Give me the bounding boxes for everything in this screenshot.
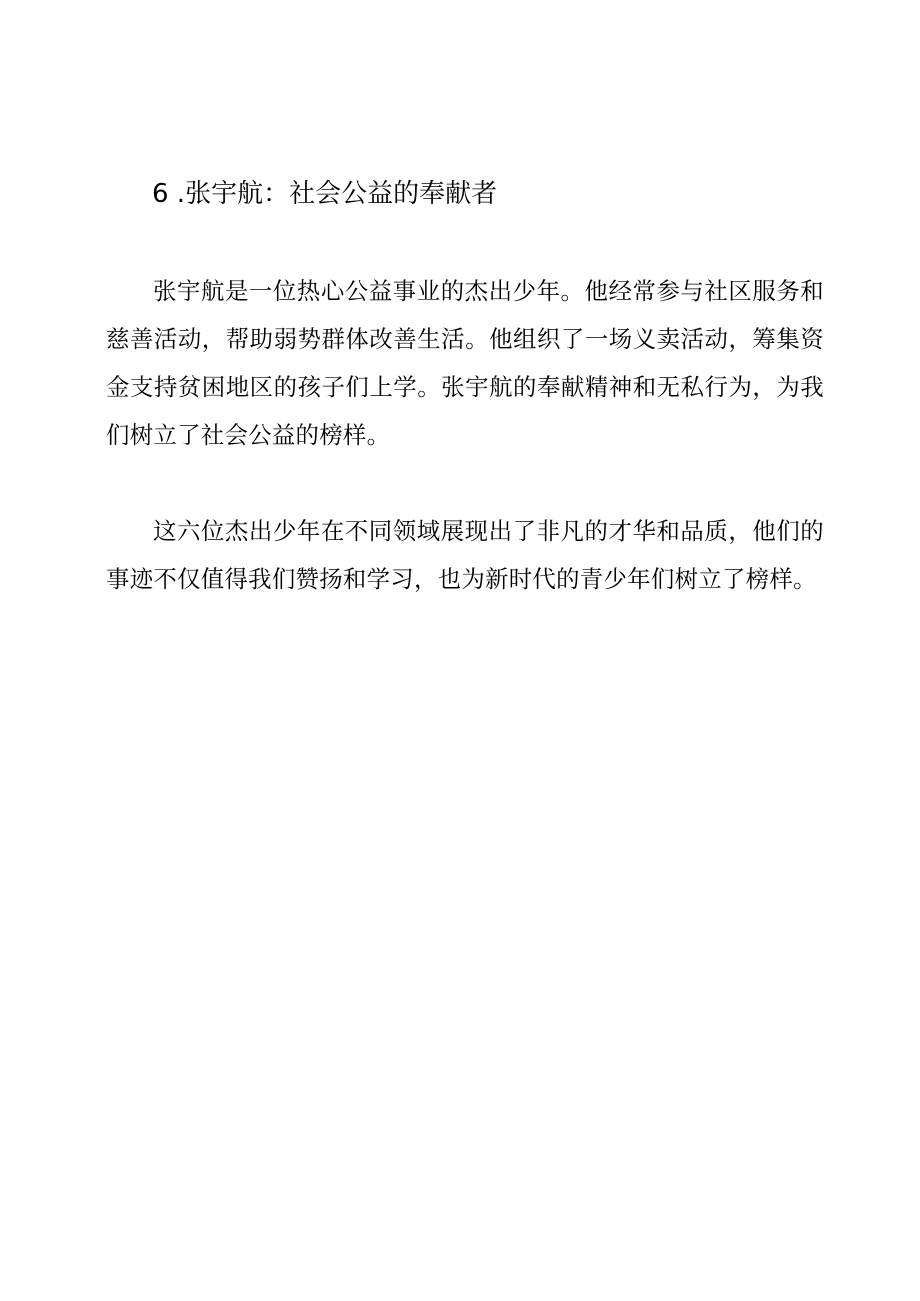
section-paragraph: 张宇航是一位热心公益事业的杰出少年。他经常参与社区服务和慈善活动，帮助弱势群体改善生活。他组织了一场义卖活动，筹集资金支持贫困地区的孩子们上学。张宇航的奉献精神和无私行为，为我们树立了社会公益的榜样。 — [106, 277, 824, 449]
conclusion-paragraph: 这六位杰出少年在不同领域展现出了非凡的才华和品质，他们的事迹不仅值得我们赞扬和学习，也为新时代的青少年们树立了榜样。 — [106, 517, 824, 593]
section-heading: 6 .张宇航：社会公益的奉献者 — [152, 179, 498, 209]
